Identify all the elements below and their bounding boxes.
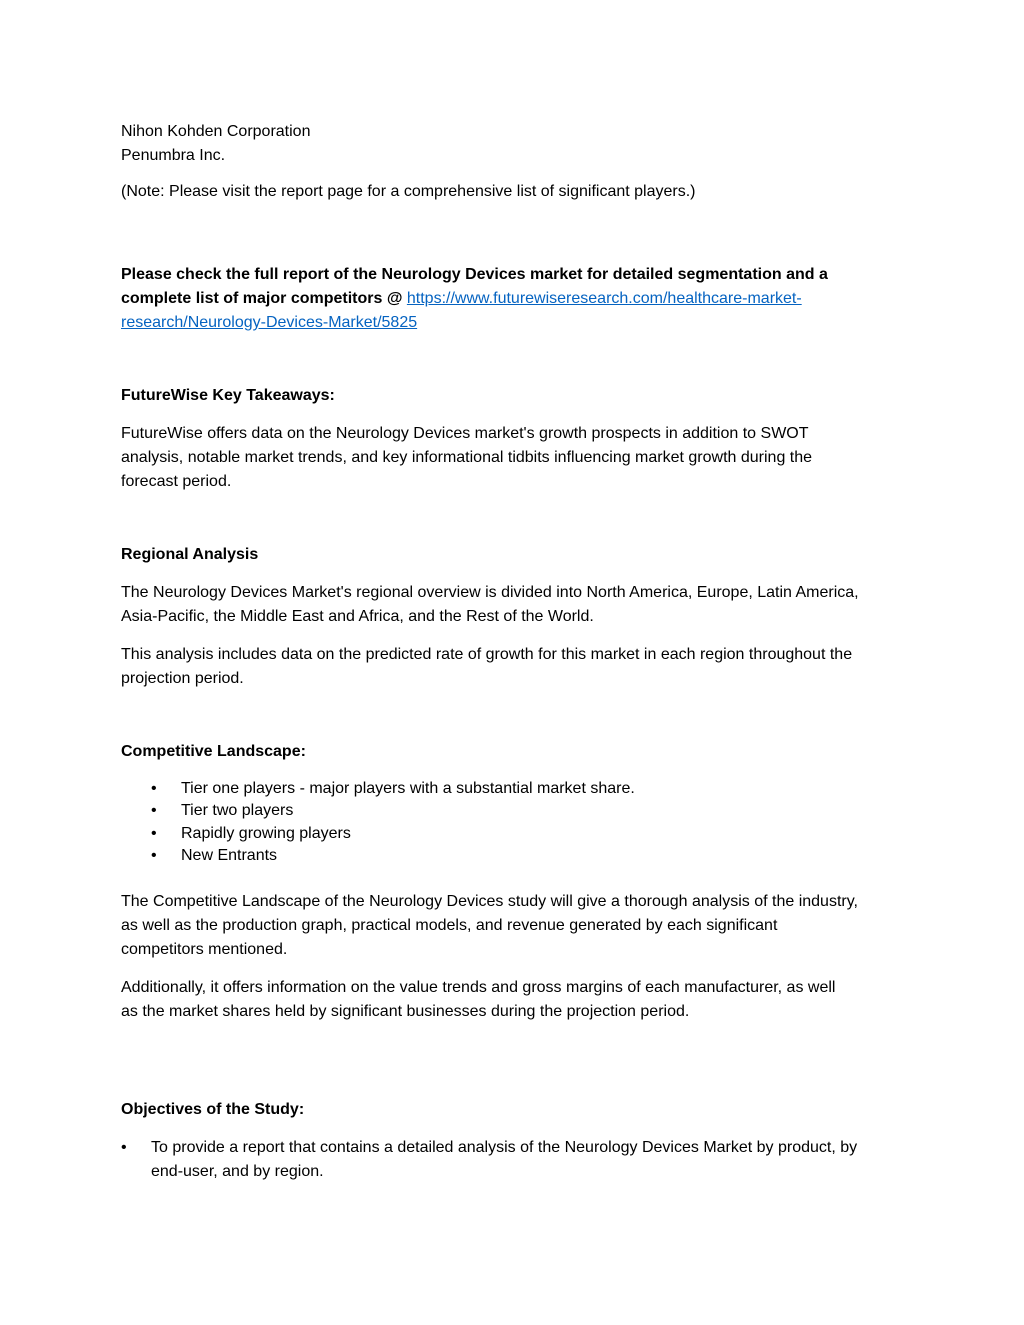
callout-text: complete list of major competitors @ <box>121 290 407 307</box>
regional-paragraph-1 <box>121 581 911 629</box>
list-item <box>121 778 911 800</box>
paragraph-line: projection period. <box>121 670 244 687</box>
list-item-text: Rapidly growing players <box>181 824 351 842</box>
paragraph-line: This analysis includes data on the predicted rate of growth for this market in each region throughout the <box>121 646 853 663</box>
paragraph-line: competitors mentioned. <box>121 940 288 958</box>
player-name: Penumbra Inc. <box>121 147 226 164</box>
paragraph-line: FutureWise offers data on the Neurology Devices market's growth prospects in addition to SWOT <box>121 425 809 442</box>
callout-line <box>121 287 911 311</box>
players-list <box>121 120 911 168</box>
section-heading-objectives: Objectives of the Study: <box>121 1100 305 1118</box>
bullet-icon: • <box>151 780 157 797</box>
list-item <box>121 845 911 867</box>
list-item-text: Tier one players - major players with a substantial market share. <box>181 780 635 797</box>
section-heading-competitive: Competitive Landscape: <box>121 743 306 760</box>
paragraph-line: The Competitive Landscape of the Neurology Devices study will give a thorough analysis of the industry, <box>121 892 858 910</box>
competitive-paragraph-1 <box>121 890 911 962</box>
full-report-callout <box>121 263 911 335</box>
players-note: (Note: Please visit the report page for a comprehensive list of significant players.) <box>121 183 696 200</box>
paragraph-line: as the market shares held by significant businesses during the projection period. <box>121 1002 690 1020</box>
player-name: Nihon Kohden Corporation <box>121 123 311 140</box>
list-item <box>121 800 911 822</box>
callout-line <box>121 311 911 335</box>
section-heading-takeaways: FutureWise Key Takeaways: <box>121 387 335 404</box>
bullet-icon: • <box>121 1138 127 1156</box>
objectives-list <box>121 1136 911 1184</box>
bullet-icon: • <box>151 802 157 820</box>
competitive-paragraph-2 <box>121 976 911 1024</box>
takeaways-paragraph <box>121 422 911 494</box>
paragraph-line: The Neurology Devices Market's regional overview is divided into North America, Europe, Latin America, <box>121 584 859 601</box>
regional-paragraph-2 <box>121 643 911 691</box>
list-item-text: New Entrants <box>181 847 278 865</box>
report-link-continued[interactable]: research/Neurology-Devices-Market/5825 <box>121 314 418 331</box>
paragraph-line: as well as the production graph, practical models, and revenue generated by each significant <box>121 916 778 934</box>
document-page <box>121 120 911 1184</box>
list-item <box>121 823 911 845</box>
bullet-icon: • <box>151 847 157 865</box>
paragraph-line: analysis, notable market trends, and key informational tidbits influencing market growth during the <box>121 449 813 466</box>
list-item <box>121 1136 911 1184</box>
bullet-icon: • <box>151 824 157 842</box>
list-item-text: To provide a report that contains a detailed analysis of the Neurology Devices Market by product, by <box>151 1138 858 1156</box>
competitive-tier-list <box>121 778 911 868</box>
paragraph-line: Asia-Pacific, the Middle East and Africa, and the Rest of the World. <box>121 608 594 625</box>
report-link[interactable]: https://www.futurewiseresearch.com/healthcare-market- <box>406 290 802 307</box>
list-item-text: end-user, and by region. <box>151 1162 324 1180</box>
paragraph-line: Additionally, it offers information on the value trends and gross margins of each manufacturer, as well <box>121 978 836 996</box>
list-item-text: Tier two players <box>181 802 294 820</box>
paragraph-line: forecast period. <box>121 473 232 490</box>
callout-line: Please check the full report of the Neurology Devices market for detailed segmentation and a <box>121 266 828 283</box>
section-heading-regional: Regional Analysis <box>121 546 259 563</box>
